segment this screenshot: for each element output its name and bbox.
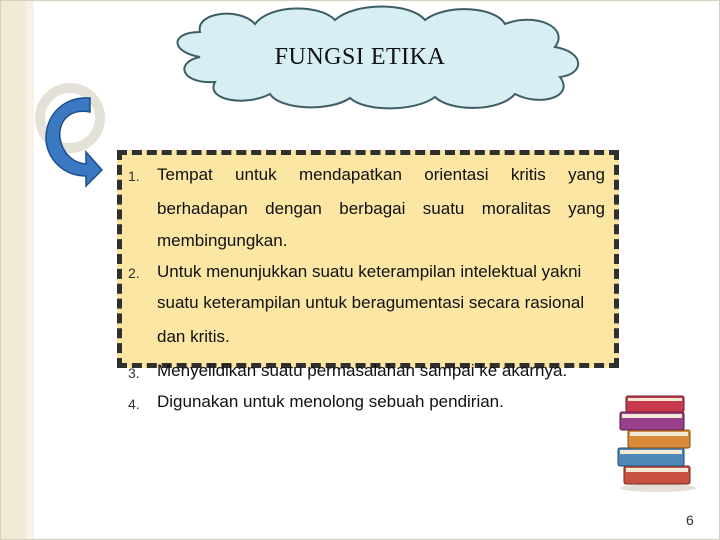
item-1-word: berbagai [339,199,406,218]
slide-title: FUNGSI ETIKA [274,44,446,70]
item-1-word: dengan [265,199,322,218]
item-1-line-2 [157,199,605,219]
item-1-word: Tempat [157,165,213,184]
item-1-word: orientasi [424,165,489,184]
item-3-number: 3. [128,365,140,381]
item-3-line-1: Menyelidikan suatu permasalahan sampai ke akarnya. [157,361,568,380]
page-number: 6 [686,512,694,528]
item-2-line-2: suatu keterampilan untuk beragumentasi secara rasional [157,293,585,312]
item-2-number: 2. [128,265,140,281]
item-1-word: moralitas [481,199,551,218]
item-4-line-1: Digunakan untuk menolong sebuah pendirian. [157,392,504,411]
item-1-line-1 [157,165,605,185]
item-1-word: yang [568,199,605,218]
left-decor-bar [0,0,26,540]
item-1-line-3: membingungkan. [157,231,288,250]
item-1-word: mendapatkan [298,165,402,184]
item-1-number: 1. [128,168,140,184]
item-2-line-1: Untuk menunjukkan suatu keterampilan intelektual yakni [157,262,582,281]
curved-arrow-icon [28,78,108,188]
books-stack-icon [610,388,700,493]
item-2-line-3: dan kritis. [157,327,230,346]
item-1-word: yang [568,165,605,184]
item-1-word: untuk [235,165,277,184]
item-1-word: kritis [510,165,546,184]
item-1-word: berhadapan [157,199,248,218]
item-1-word: suatu [422,199,465,218]
item-4-number: 4. [128,396,140,412]
